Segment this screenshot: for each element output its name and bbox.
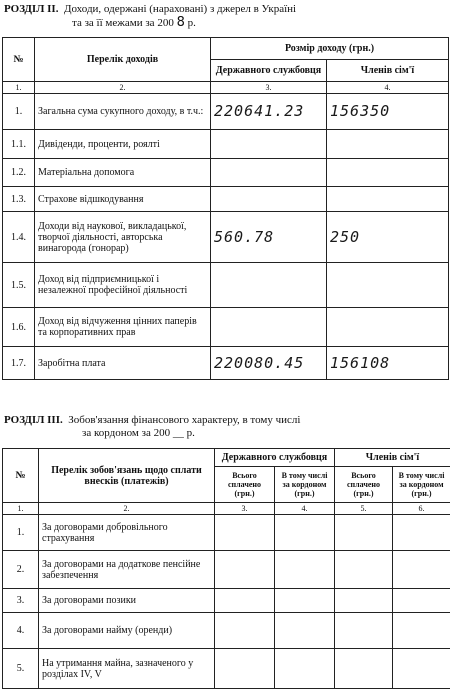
servant-amount bbox=[211, 159, 327, 187]
servant-amount: 220641.23 bbox=[211, 94, 327, 130]
section3-title-line2: за кордоном за 200 __ р. bbox=[82, 427, 195, 439]
section3-heading bbox=[4, 414, 444, 440]
row-number: 4. bbox=[3, 613, 39, 649]
table-row bbox=[3, 212, 449, 263]
row-number: 1.4. bbox=[3, 212, 35, 263]
family-amount: 250 bbox=[327, 212, 449, 263]
row-number: 1.5. bbox=[3, 263, 35, 308]
subheader-abroad: В тому числі за кордоном (грн.) bbox=[393, 467, 450, 503]
row-label: Доходи від наукової, викладацької, творчої діяльності, авторська винагорода (гонорар) bbox=[35, 212, 211, 263]
table-row bbox=[3, 613, 450, 649]
section2-label: РОЗДІЛ ІІ. bbox=[4, 3, 59, 15]
empty-cell bbox=[393, 515, 450, 551]
table-row bbox=[3, 551, 450, 589]
row-number: 1.3. bbox=[3, 187, 35, 212]
table-row bbox=[3, 130, 449, 159]
section3-label: РОЗДІЛ ІІІ. bbox=[4, 414, 63, 426]
income-table bbox=[2, 37, 449, 380]
servant-amount bbox=[211, 187, 327, 212]
col-number: 2. bbox=[39, 503, 215, 515]
col-number: 2. bbox=[35, 82, 211, 94]
empty-cell bbox=[335, 589, 393, 613]
col-number: 5. bbox=[335, 503, 393, 515]
section2-year-digit: 8 bbox=[176, 15, 185, 30]
row-number: 1.7. bbox=[3, 347, 35, 380]
col-number: 1. bbox=[3, 82, 35, 94]
table-row bbox=[3, 94, 449, 130]
servant-amount: 220080.45 bbox=[211, 347, 327, 380]
table-row bbox=[3, 649, 450, 689]
row-label: Доход від відчуження цінних паперів та корпоративних прав bbox=[35, 308, 211, 347]
servant-amount bbox=[211, 130, 327, 159]
row-number: 2. bbox=[3, 551, 39, 589]
empty-cell bbox=[393, 551, 450, 589]
section3-title-line1: Зобов'язання фінансового характеру, в тому числі bbox=[68, 414, 301, 426]
col-number: 4. bbox=[327, 82, 449, 94]
section2-title-line1: Доходи, одержані (нараховані) з джерел в Україні bbox=[63, 3, 297, 15]
row-label: Загальна сума сукупного доходу, в т.ч.: bbox=[35, 94, 211, 130]
family-amount bbox=[327, 308, 449, 347]
empty-cell bbox=[393, 613, 450, 649]
row-label: За договорами найму (оренди) bbox=[39, 613, 215, 649]
empty-cell bbox=[275, 649, 335, 689]
family-amount bbox=[327, 130, 449, 159]
empty-cell bbox=[393, 649, 450, 689]
section2-heading bbox=[4, 3, 444, 30]
empty-cell bbox=[335, 649, 393, 689]
empty-cell bbox=[215, 613, 275, 649]
col-number: 3. bbox=[211, 82, 327, 94]
col-header-family: Членів сім'ї bbox=[335, 449, 450, 467]
row-number: 1.1. bbox=[3, 130, 35, 159]
servant-amount bbox=[211, 263, 327, 308]
row-number: 5. bbox=[3, 649, 39, 689]
empty-cell bbox=[275, 613, 335, 649]
empty-cell bbox=[215, 515, 275, 551]
family-amount bbox=[327, 263, 449, 308]
col-header-servant: Державного службовця bbox=[211, 60, 327, 82]
section2-title-line2-post: р. bbox=[187, 17, 196, 29]
empty-cell bbox=[215, 589, 275, 613]
row-label: Доход від підприємницької і незалежної професійної діяльності bbox=[35, 263, 211, 308]
table-row bbox=[3, 187, 449, 212]
row-label: Дивіденди, проценти, роялті bbox=[35, 130, 211, 159]
subheader-total-paid: Всього сплачено (грн.) bbox=[215, 467, 275, 503]
empty-cell bbox=[335, 515, 393, 551]
family-amount: 156108 bbox=[327, 347, 449, 380]
empty-cell bbox=[275, 589, 335, 613]
table-row bbox=[3, 159, 449, 187]
family-amount: 156350 bbox=[327, 94, 449, 130]
col-header-no: № bbox=[3, 38, 35, 82]
family-amount bbox=[327, 187, 449, 212]
table-row bbox=[3, 347, 449, 380]
col-header-obligation-list: Перелік зобов'язань щодо сплати внесків (платежів) bbox=[39, 449, 215, 503]
row-number: 1. bbox=[3, 94, 35, 130]
row-label: За договорами добровільного страхування bbox=[39, 515, 215, 551]
subheader-abroad: В тому числі за кордоном (грн.) bbox=[275, 467, 335, 503]
row-label: Страхове відшкодування bbox=[35, 187, 211, 212]
row-label: Заробітна плата bbox=[35, 347, 211, 380]
row-label: На утримання майна, зазначеного у розділах IV, V bbox=[39, 649, 215, 689]
row-number: 1.6. bbox=[3, 308, 35, 347]
col-header-no: № bbox=[3, 449, 39, 503]
col-header-servant: Державного службовця bbox=[215, 449, 335, 467]
subheader-total-paid: Всього сплачено (грн.) bbox=[335, 467, 393, 503]
obligations-table bbox=[2, 448, 450, 689]
family-amount bbox=[327, 159, 449, 187]
col-number: 4. bbox=[275, 503, 335, 515]
servant-amount: 560.78 bbox=[211, 212, 327, 263]
row-number: 1. bbox=[3, 515, 39, 551]
row-number: 3. bbox=[3, 589, 39, 613]
table-row bbox=[3, 308, 449, 347]
empty-cell bbox=[275, 551, 335, 589]
empty-cell bbox=[275, 515, 335, 551]
col-number: 1. bbox=[3, 503, 39, 515]
row-label: За договорами позики bbox=[39, 589, 215, 613]
row-label: За договорами на додаткове пенсійне забезпечення bbox=[39, 551, 215, 589]
col-number: 3. bbox=[215, 503, 275, 515]
table-row bbox=[3, 515, 450, 551]
col-header-family: Членів сім'ї bbox=[327, 60, 449, 82]
row-number: 1.2. bbox=[3, 159, 35, 187]
col-header-income-list: Перелік доходів bbox=[35, 38, 211, 82]
table-row bbox=[3, 263, 449, 308]
empty-cell bbox=[215, 649, 275, 689]
servant-amount bbox=[211, 308, 327, 347]
section2-title-line2-pre: та за її межами за 200 bbox=[72, 17, 174, 29]
row-label: Матеріальна допомога bbox=[35, 159, 211, 187]
table-row bbox=[3, 589, 450, 613]
col-header-amount: Розмір доходу (грн.) bbox=[211, 38, 449, 60]
empty-cell bbox=[215, 551, 275, 589]
empty-cell bbox=[393, 589, 450, 613]
empty-cell bbox=[335, 551, 393, 589]
col-number: 6. bbox=[393, 503, 450, 515]
empty-cell bbox=[335, 613, 393, 649]
